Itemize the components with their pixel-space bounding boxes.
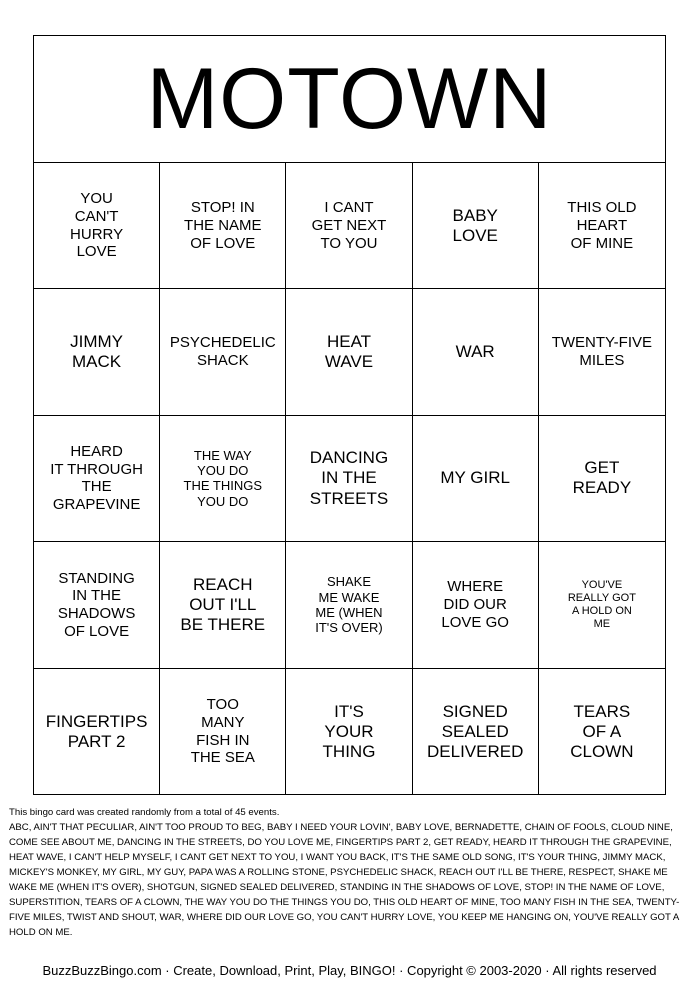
bingo-cell[interactable] xyxy=(413,416,539,542)
bingo-cell-label: STANDING IN THE SHADOWS OF LOVE xyxy=(57,569,136,640)
bingo-cell[interactable] xyxy=(34,542,160,668)
bingo-cell-label: THIS OLD HEART OF MINE xyxy=(567,199,637,252)
bingo-cell[interactable] xyxy=(286,542,412,668)
bingo-cell[interactable] xyxy=(286,289,412,415)
bingo-cell[interactable] xyxy=(160,669,286,795)
bingo-cell-label: YOU'VE REALLY GOT A HOLD ON ME xyxy=(567,578,636,630)
bingo-cell[interactable] xyxy=(539,669,665,795)
bingo-cell[interactable] xyxy=(539,416,665,542)
bingo-cell[interactable] xyxy=(539,289,665,415)
bingo-cell[interactable] xyxy=(286,669,412,795)
bingo-cell[interactable] xyxy=(160,416,286,542)
notes-intro: This bingo card was created randomly from a total of 45 events. xyxy=(9,807,280,818)
bingo-cell[interactable] xyxy=(34,669,160,795)
bingo-cell-label: I CANT GET NEXT TO YOU xyxy=(311,199,387,252)
bingo-cell[interactable] xyxy=(286,416,412,542)
bingo-cell-label: TOO MANY FISH IN THE SEA xyxy=(190,696,255,767)
bingo-cell[interactable] xyxy=(34,289,160,415)
bingo-cell-label: STOP! IN THE NAME OF LOVE xyxy=(184,199,262,252)
bingo-cell-label: SHAKE ME WAKE ME (WHEN IT'S OVER) xyxy=(315,574,383,636)
bingo-grid xyxy=(34,163,665,795)
bingo-card xyxy=(33,35,666,795)
bingo-cell-label: REACH OUT I'LL BE THERE xyxy=(180,574,266,634)
bingo-cell-label: TWENTY-FIVE MILES xyxy=(551,334,653,370)
bingo-cell[interactable] xyxy=(34,163,160,289)
footer-copyright: BuzzBuzzBingo.com · Create, Download, Print, Play, BINGO! · Copyright © 2003-2020 · All rights reserved xyxy=(42,963,657,978)
bingo-cell[interactable] xyxy=(160,289,286,415)
bingo-cell-label: GET READY xyxy=(572,458,632,498)
bingo-cell[interactable] xyxy=(413,542,539,668)
bingo-cell[interactable] xyxy=(539,163,665,289)
bingo-cell-label: JIMMY MACK xyxy=(70,332,124,372)
bingo-cell-label: HEAT WAVE xyxy=(324,332,374,372)
bingo-cell-label: THE WAY YOU DO THE THINGS YOU DO xyxy=(183,447,263,509)
card-title: MOTOWN xyxy=(34,36,665,163)
bingo-cell-label: IT'S YOUR THING xyxy=(322,701,376,761)
notes-event-list: ABC, AIN'T THAT PECULIAR, AIN'T TOO PROUD TO BEG, BABY I NEED YOUR LOVIN', BABY LOVE, BERNADETTE, CHAIN OF FOOLS, CLOUD NINE, COME SEE ABOUT ME, DANCING IN THE STREETS, DO YOU LOVE ME, FINGERTIPS PART 2, GET READY, HEARD IT THROUGH THE GRAPEVINE, HEAT WAVE, I CAN'T HELP MYSELF, I CANT GET NEXT TO YOU, I WANT YOU BACK, IT'S THE SAME OLD SONG, IT'S YOUR THING, JIMMY MACK, MICKEY'S MONKEY, MY GIRL, MY GUY, PAPA WAS A ROLLING STONE, PSYCHEDELIC SHACK, REACH OUT I'LL BE THERE, RESPECT, SHAKE ME WAKE ME (WHEN IT'S OVER), SHOTGUN, SIGNED SEALED DELIVERED, STANDING IN THE SHADOWS OF LOVE, STOP! IN THE NAME OF LOVE, SUPERSTITION, TEARS OF A CLOWN, THE WAY YOU DO THE THINGS YOU DO, THIS OLD HEART OF MINE, TOO MANY FISH IN THE SEA, TWENTY-FIVE MILES, TWIST AND SHOUT, WAR, WHERE DID OUR LOVE GO, YOU CAN'T HURRY LOVE, YOU KEEP ME HANGING ON, YOU'VE REALLY GOT A HOLD ON ME. xyxy=(9,822,680,938)
bingo-cell[interactable] xyxy=(34,416,160,542)
bingo-cell-label: WAR xyxy=(455,342,495,362)
bingo-cell[interactable] xyxy=(539,542,665,668)
bingo-cell[interactable] xyxy=(160,542,286,668)
bingo-cell-label: HEARD IT THROUGH THE GRAPEVINE xyxy=(50,443,143,514)
bingo-cell[interactable] xyxy=(413,163,539,289)
bingo-cell-label: PSYCHEDELIC SHACK xyxy=(169,334,276,370)
bingo-cell-label: YOU CAN'T HURRY LOVE xyxy=(70,190,124,261)
bingo-cell-label: DANCING IN THE STREETS xyxy=(309,448,389,508)
bingo-cell-label: WHERE DID OUR LOVE GO xyxy=(441,578,509,631)
bingo-cell[interactable] xyxy=(286,163,412,289)
bingo-cell-label: MY GIRL xyxy=(440,468,510,488)
bingo-cell-label: SIGNED SEALED DELIVERED xyxy=(427,701,524,761)
bingo-cell-label: FINGERTIPS PART 2 xyxy=(45,711,148,751)
bingo-cell-label: BABY LOVE xyxy=(452,205,498,245)
bingo-cell[interactable] xyxy=(413,669,539,795)
bingo-cell[interactable] xyxy=(160,163,286,289)
bingo-cell[interactable] xyxy=(413,289,539,415)
bingo-cell-label: TEARS OF A CLOWN xyxy=(570,701,634,761)
card-notes xyxy=(9,805,693,940)
